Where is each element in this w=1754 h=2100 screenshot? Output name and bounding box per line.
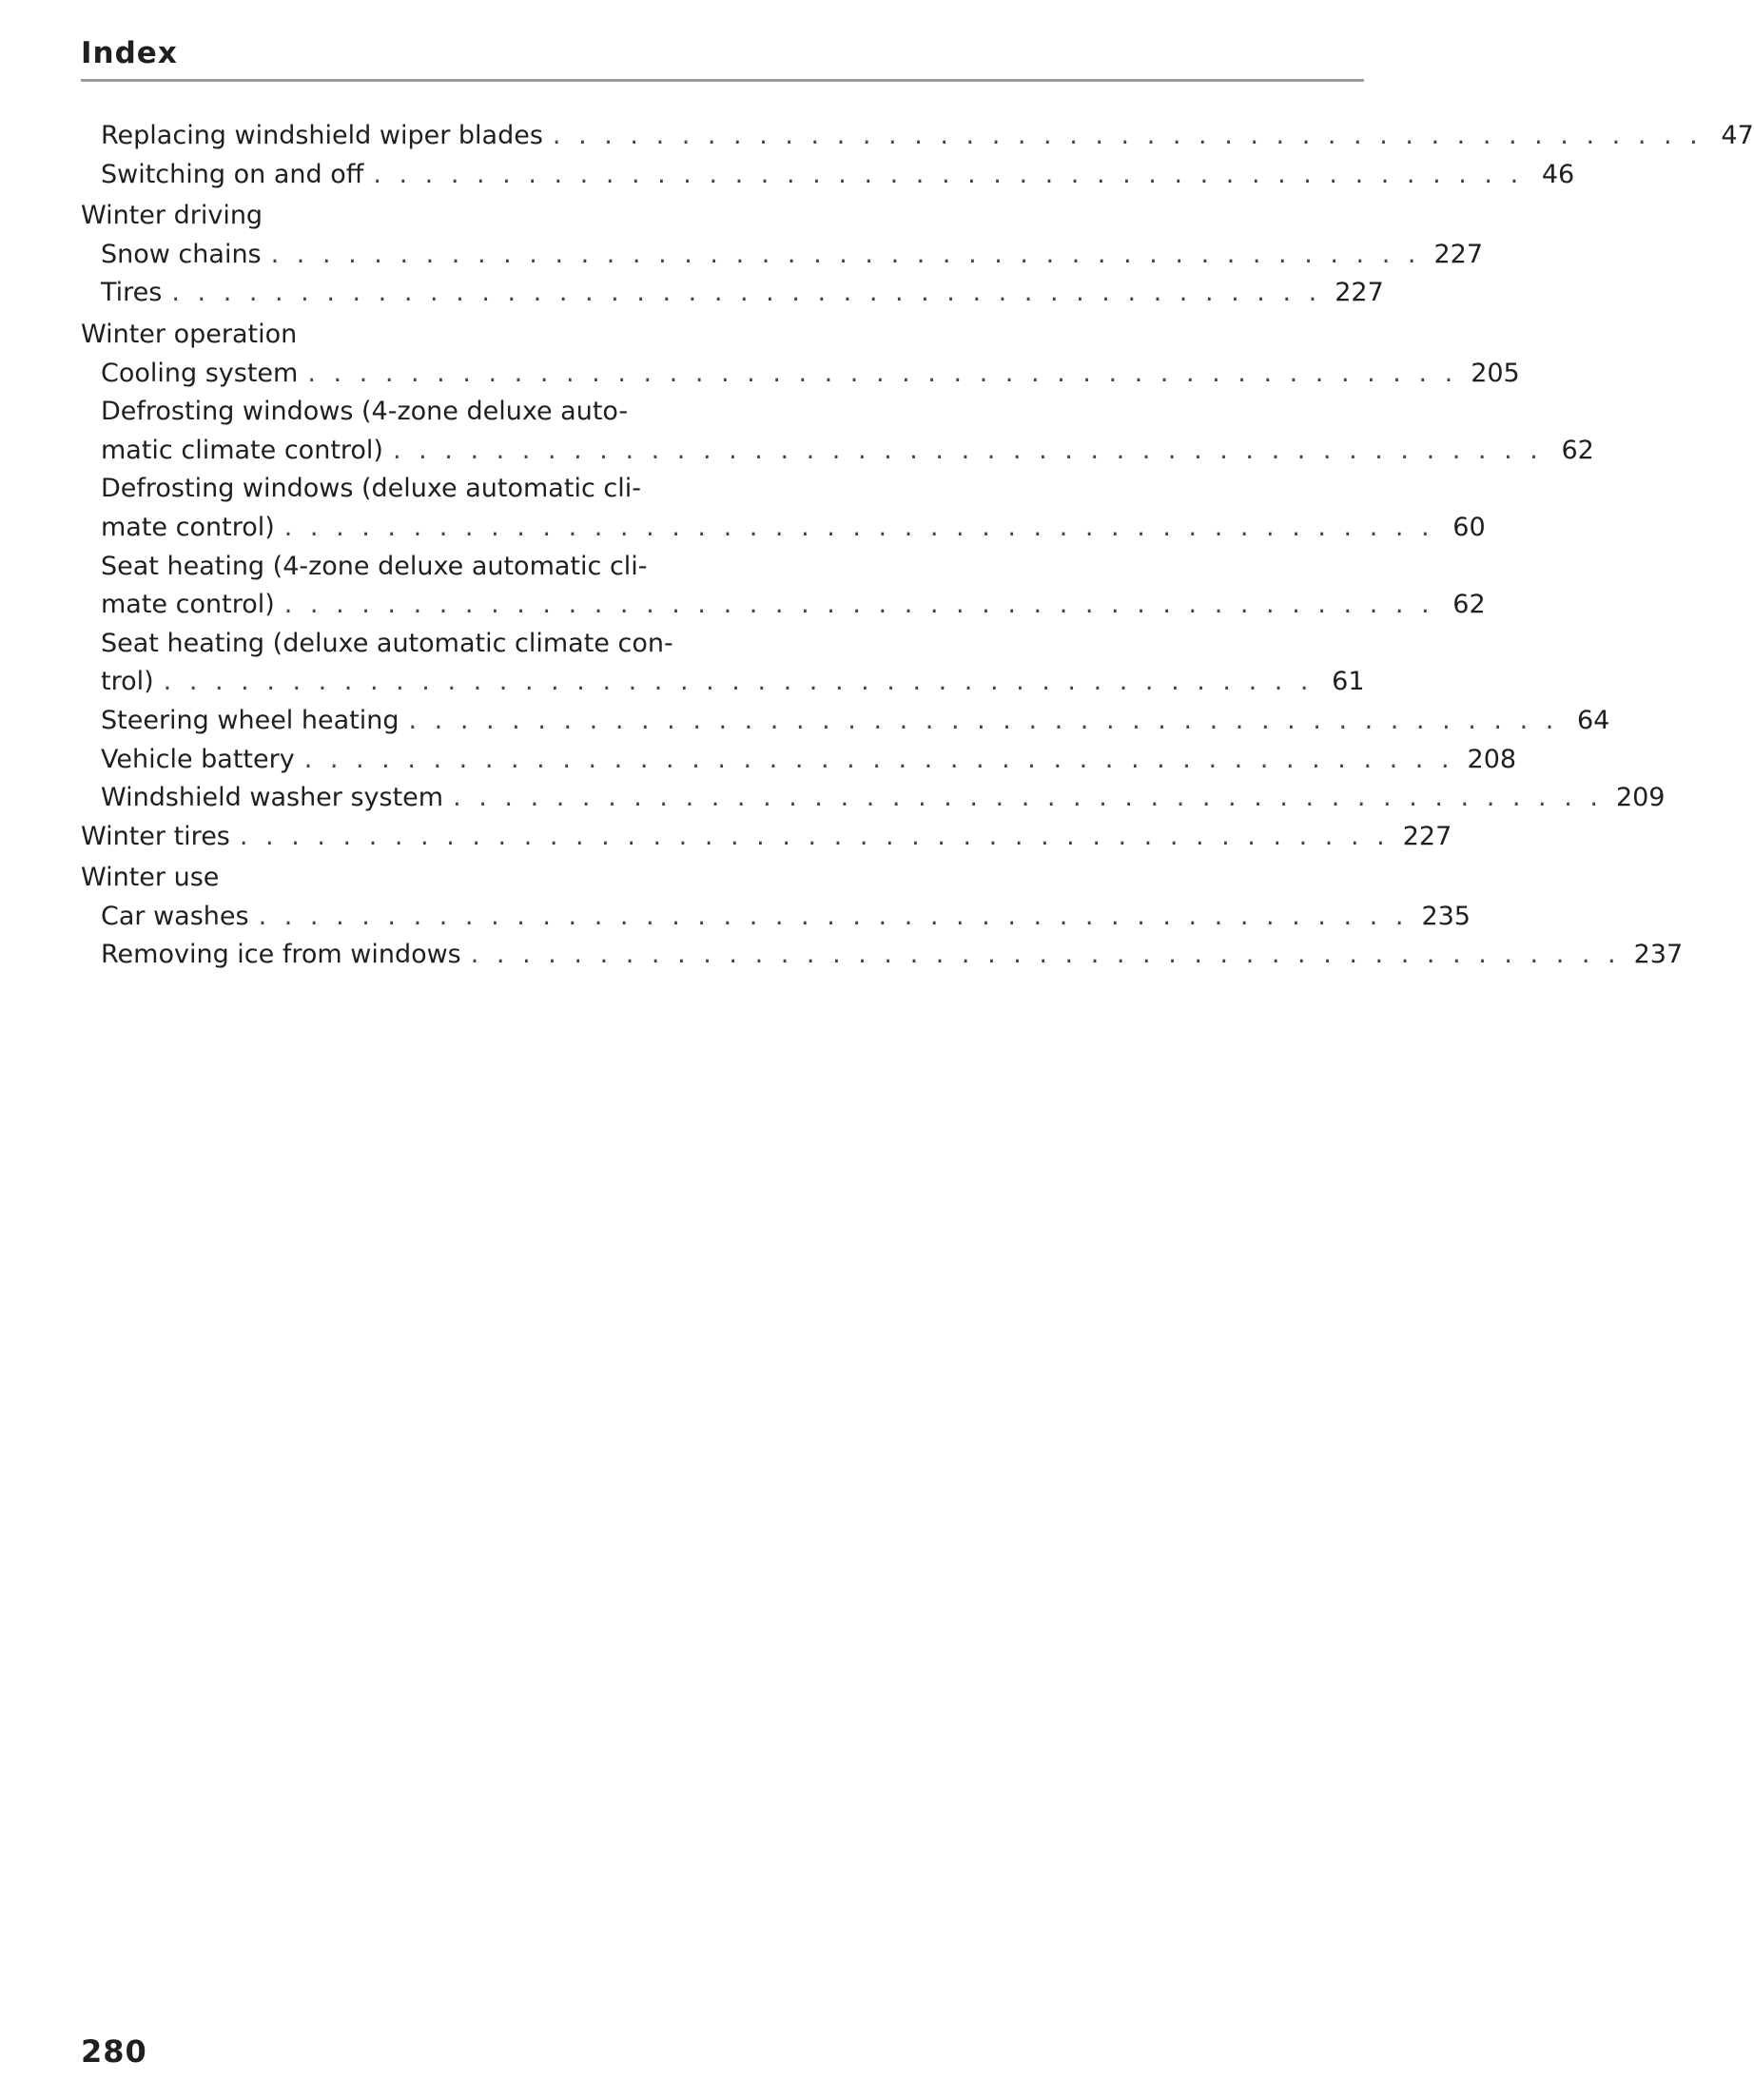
entry-page-number: 227	[1335, 278, 1384, 308]
index-entry	[81, 702, 1610, 741]
entry-page-number: 46	[1541, 159, 1575, 189]
entry-label: mate control)	[101, 512, 275, 542]
entry-label: Removing ice from windows	[101, 940, 461, 970]
entry-page-number: 235	[1421, 901, 1471, 931]
entry-label: Winter tires	[81, 821, 230, 851]
index-heading	[81, 316, 699, 355]
heading-label: Winter operation	[81, 319, 298, 349]
entry-page-number: 60	[1452, 512, 1486, 542]
dot-leaders: . . . . . . . . . . . . . . . . . . . . . . . . . . . . . . . . . . . . . . . . . . . . .	[283, 590, 1434, 620]
index-entry	[81, 898, 1471, 937]
entry-page-number: 227	[1402, 821, 1452, 851]
entry-label: Tires	[101, 278, 163, 308]
dot-leaders: . . . . . . . . . . . . . . . . . . . . . . . . . . . . . . . . . . . . . . . . . . . . .	[171, 278, 1322, 308]
dot-leaders: . . . . . . . . . . . . . . . . . . . . . . . . . . . . . . . . . . . . . . . . . . . . .	[163, 667, 1314, 697]
index-entry	[81, 393, 1594, 470]
entry-label: Replacing windshield wiper blades	[101, 121, 543, 150]
entry-page-number: 208	[1467, 744, 1517, 774]
index-entry	[81, 274, 1384, 313]
dot-leaders: . . . . . . . . . . . . . . . . . . . . . . . . . . . . . . . . . . . . . . . . . . . . .	[373, 159, 1524, 189]
entry-label: Windshield washer system	[101, 783, 444, 813]
entry-label-first-line: Defrosting windows (deluxe automatic cli-	[101, 474, 641, 504]
entry-page-number: 237	[1633, 940, 1684, 970]
dot-leaders: . . . . . . . . . . . . . . . . . . . . . . . . . . . . . . . . . . . . . . . . . . . . .	[239, 821, 1390, 851]
entry-label: mate control)	[101, 590, 275, 620]
entry-page-number: 61	[1332, 667, 1365, 697]
index-entry	[81, 818, 1452, 857]
entry-label: Cooling system	[101, 358, 299, 388]
entry-page-number: 64	[1577, 705, 1610, 735]
index-entry	[81, 355, 1520, 394]
entry-page-number: 62	[1452, 590, 1486, 620]
entry-label-first-line: Seat heating (deluxe automatic climate con-	[101, 628, 673, 658]
dot-leaders: . . . . . . . . . . . . . . . . . . . . . . . . . . . . . . . . . . . . . . . . . . . . .	[303, 744, 1454, 774]
header-divider	[81, 79, 1364, 82]
index-entry	[81, 741, 1517, 780]
entry-label-first-line: Seat heating (4-zone deluxe automatic cli-	[101, 551, 648, 581]
entry-label: Steering wheel heating	[101, 705, 400, 735]
index-entry	[81, 625, 1365, 702]
dot-leaders: . . . . . . . . . . . . . . . . . . . . . . . . . . . . . . . . . . . . . . . . . . . . .	[453, 783, 1603, 813]
index-entry	[81, 156, 1575, 195]
entry-label: Switching on and off	[101, 159, 364, 189]
entry-page-number: 62	[1561, 435, 1594, 465]
entry-page-number: 205	[1471, 358, 1520, 388]
index-entry	[81, 936, 1684, 975]
entry-label-first-line: Defrosting windows (4-zone deluxe auto-	[101, 397, 629, 427]
index-entry	[81, 548, 1486, 625]
index-heading	[81, 197, 699, 236]
heading-label: Winter driving	[81, 201, 263, 231]
index-entry	[81, 117, 1754, 156]
dot-leaders: . . . . . . . . . . . . . . . . . . . . . . . . . . . . . . . . . . . . . . . . . . . . .	[552, 121, 1703, 150]
dot-leaders: . . . . . . . . . . . . . . . . . . . . . . . . . . . . . . . . . . . . . . . . . . . . .	[258, 901, 1409, 931]
entry-label: Car washes	[101, 901, 249, 931]
index-entry	[81, 470, 1486, 547]
dot-leaders: . . . . . . . . . . . . . . . . . . . . . . . . . . . . . . . . . . . . . . . . . . . . .	[392, 435, 1543, 465]
entry-page-number: 209	[1615, 783, 1666, 813]
index-entry	[81, 236, 1484, 275]
heading-label: Winter use	[81, 863, 220, 893]
entry-page-number: 227	[1433, 239, 1484, 269]
entry-label: trol)	[101, 667, 154, 697]
index-entry	[81, 779, 1666, 818]
dot-leaders: . . . . . . . . . . . . . . . . . . . . . . . . . . . . . . . . . . . . . . . . . . . . .	[270, 239, 1421, 269]
dot-leaders: . . . . . . . . . . . . . . . . . . . . . . . . . . . . . . . . . . . . . . . . . . . . .	[408, 705, 1559, 735]
entry-page-number: 47	[1721, 121, 1754, 150]
dot-leaders: . . . . . . . . . . . . . . . . . . . . . . . . . . . . . . . . . . . . . . . . . . . . .	[307, 358, 1458, 388]
dot-leaders: . . . . . . . . . . . . . . . . . . . . . . . . . . . . . . . . . . . . . . . . . . . . .	[470, 940, 1621, 970]
page-number: 280	[81, 2033, 147, 2070]
index-heading	[81, 859, 699, 898]
entry-label: Snow chains	[101, 239, 262, 269]
entry-label: matic climate control)	[101, 435, 383, 465]
dot-leaders: . . . . . . . . . . . . . . . . . . . . . . . . . . . . . . . . . . . . . . . . . . . . .	[283, 512, 1434, 542]
page-header-title: Index	[81, 36, 178, 70]
entry-label: Vehicle battery	[101, 744, 295, 774]
index-list	[81, 117, 1754, 975]
